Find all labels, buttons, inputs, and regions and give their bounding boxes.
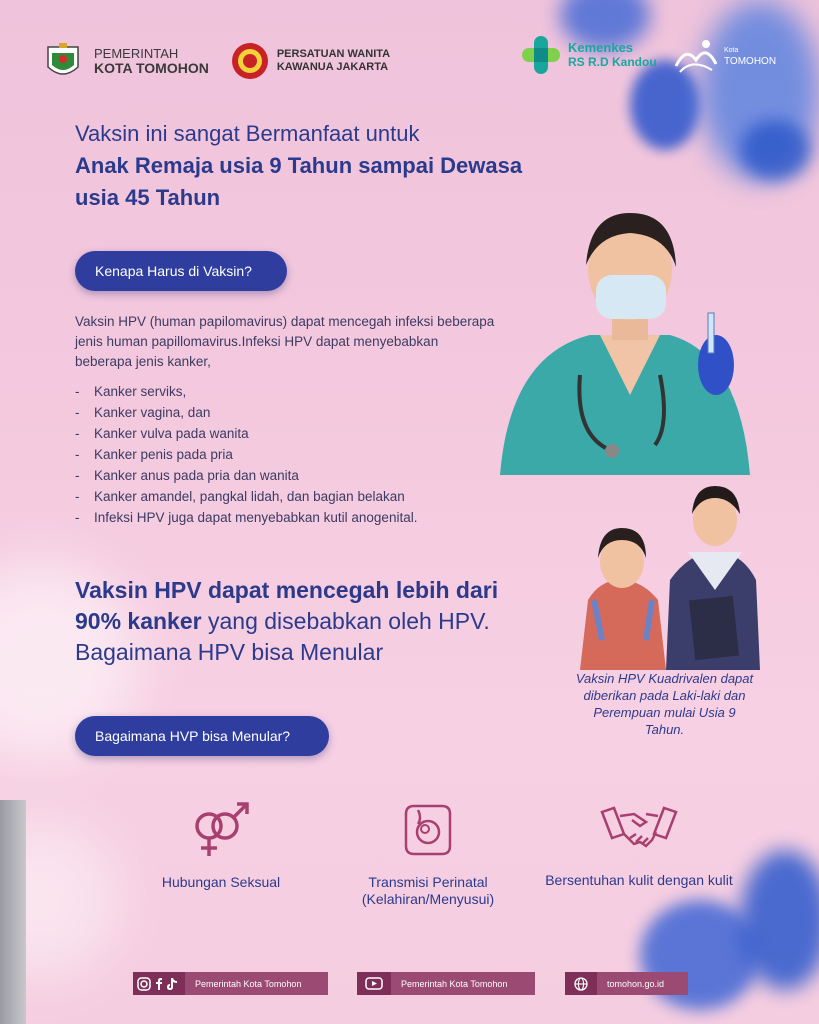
headline-line3: usia 45 Tahun <box>75 185 221 210</box>
gov-line1: PEMERINTAH <box>94 46 179 61</box>
globe-icon <box>574 977 588 991</box>
org-line2: KAWANUA JAKARTA <box>276 61 389 73</box>
globe-icon-wrap <box>565 972 597 995</box>
headline-line2: Anak Remaja usia 9 Tahun sampai Dewasa <box>75 153 523 178</box>
transmission-label: Transmisi Perinatal (Kelahiran/Menyusui) <box>361 874 495 907</box>
nurse-illustration <box>480 205 770 475</box>
prevention-percent: 90% kanker <box>75 608 202 634</box>
list-item: - Kanker anus pada pria dan wanita <box>75 465 417 486</box>
children-illustration <box>570 480 770 670</box>
gender-symbols-icon <box>189 800 253 860</box>
tomohon-crest-icon <box>44 41 82 81</box>
tomohon-brand-icon <box>672 36 720 76</box>
pwkj-emblem-icon <box>231 42 269 80</box>
cancer-list <box>75 381 417 528</box>
prevention-line3: Bagaimana HPV bisa Menular <box>75 639 384 665</box>
headline-line1: Vaksin ini sangat Bermanfaat untuk <box>75 121 420 146</box>
list-item: - Infeksi HPV juga dapat menyebabkan kutil anogenital. <box>75 507 417 528</box>
transmission-label: Hubungan Seksual <box>161 874 281 890</box>
hpv-paragraph: Vaksin HPV (human papilomavirus) dapat mencegah infeksi beberapa jenis human papillomavirus.Infeksi HPV dapat menyebabkan beberapa jenis kanker, <box>75 314 495 369</box>
kemenkes-line1: Kemenkes <box>568 40 634 55</box>
why-vaccine-button[interactable] <box>75 251 287 291</box>
footer-social[interactable] <box>133 972 328 995</box>
list-item: - Kanker serviks, <box>75 381 417 402</box>
youtube-icon <box>365 977 383 990</box>
org-line1: PERSATUAN WANITA <box>276 48 391 60</box>
org-title <box>277 48 390 74</box>
transmission-item-perinatal <box>328 800 528 908</box>
tomohon-name: TOMOHON <box>724 56 777 67</box>
handshake-icon <box>600 800 678 858</box>
how-spread-button[interactable] <box>75 716 329 756</box>
tomohon-brand-logo <box>672 36 776 76</box>
prevention-line2 <box>75 606 575 637</box>
footer-youtube-text: Pemerintah Kota Tomohon <box>401 978 508 989</box>
prevention-rest: yang disebabkan oleh HPV. <box>201 608 490 634</box>
transmission-item-skin <box>539 800 739 889</box>
footer-social-text: Pemerintah Kota Tomohon <box>195 978 302 989</box>
list-item: - Kanker vagina, dan <box>75 402 417 423</box>
footer-youtube[interactable] <box>357 972 535 995</box>
youtube-icon-wrap <box>357 972 391 995</box>
footer-website[interactable] <box>565 972 688 995</box>
why-vaccine-label: Kenapa Harus di Vaksin? <box>95 263 252 279</box>
instagram-facebook-tiktok-icon <box>137 977 181 991</box>
gov-line2: KOTA TOMOHON <box>94 60 209 76</box>
prevention-line1: Vaksin HPV dapat mencegah lebih dari <box>75 577 499 603</box>
tomohon-brand-text <box>724 45 776 67</box>
list-item: - Kanker penis pada pria <box>75 444 417 465</box>
list-item: - Kanker vulva pada wanita <box>75 423 417 444</box>
tomohon-small: Kota <box>724 47 739 54</box>
kemenkes-icon <box>520 34 562 76</box>
flower-decoration <box>740 120 810 180</box>
headline <box>75 118 595 214</box>
transmission-item-sexual <box>121 800 321 891</box>
prevention-statement <box>75 575 575 668</box>
pregnancy-icon <box>398 800 458 860</box>
kemenkes-text <box>568 40 657 70</box>
social-icons <box>133 972 185 995</box>
how-spread-label: Bagaimana HVP bisa Menular? <box>95 728 291 744</box>
building-decoration <box>0 800 26 1024</box>
list-item: - Kanker amandel, pangkal lidah, dan bagian belakan <box>75 486 417 507</box>
gov-title <box>94 47 209 75</box>
footer-website-text: tomohon.go.id <box>607 978 665 989</box>
header-logos <box>44 38 390 84</box>
children-caption: Vaksin HPV Kuadrivalen dapat diberikan pada Laki-laki dan Perempuan mulai Usia 9 Tahun. <box>575 671 754 737</box>
kemenkes-logo <box>520 34 657 76</box>
kemenkes-line2: RS R.D Kandou <box>568 55 657 69</box>
transmission-label: Bersentuhan kulit dengan kulit <box>545 872 733 888</box>
